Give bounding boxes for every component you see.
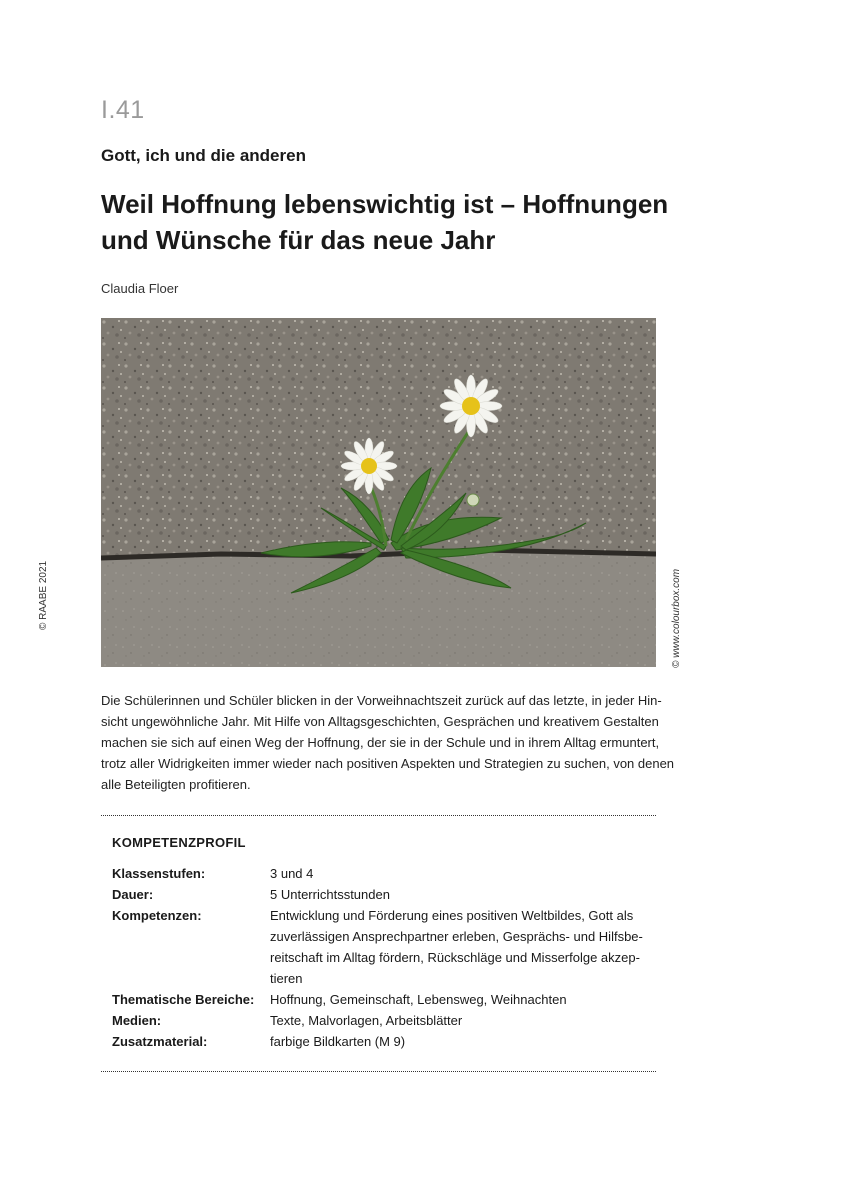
profile-value-line: Entwicklung und Förderung eines positiven Weltbildes, Gott als (270, 908, 634, 923)
intro-line: trotz aller Widrigkeiten immer wieder nach positiven Aspekten und Strategien zu suchen, von denen (101, 756, 675, 771)
intro-line: Die Schülerinnen und Schüler blicken in der Vorweihnachtszeit zurück auf das letzte, in jeder Hin- (101, 693, 662, 708)
competence-profile (112, 863, 652, 1052)
daisy-photo (101, 318, 656, 667)
profile-value-line: Texte, Malvorlagen, Arbeitsblätter (270, 1013, 463, 1028)
divider-top (101, 815, 656, 816)
profile-label: Zusatzmaterial: (112, 1034, 208, 1049)
intro-line: machen sie sich auf einen Weg der Hoffnung, der sie in der Schule und in ihrem Alltag ermuntert, (101, 735, 660, 750)
profile-value-line: tieren (270, 971, 303, 986)
intro-paragraph (101, 690, 675, 795)
side-copyright: © RAABE 2021 (38, 560, 49, 630)
profile-row-media (112, 1010, 652, 1031)
intro-line: alle Beteiligten profitieren. (101, 777, 251, 792)
profile-value (270, 1010, 652, 1031)
page-title (101, 186, 701, 258)
profile-value (270, 989, 652, 1010)
profile-value-line: Hoffnung, Gemeinschaft, Lebensweg, Weihnachten (270, 992, 567, 1007)
profile-value (270, 905, 652, 989)
profile-value (270, 863, 652, 884)
subject-heading: Gott, ich und die anderen (101, 146, 306, 165)
profile-row-topics (112, 989, 652, 1010)
intro-line: sicht ungewöhnliche Jahr. Mit Hilfe von Alltagsgeschichten, Gesprächen und kreativem Gestalten (101, 714, 659, 729)
profile-label: Dauer: (112, 887, 154, 902)
profile-heading: KOMPETENZPROFIL (112, 835, 246, 850)
profile-label: Medien: (112, 1013, 162, 1028)
profile-row-competences (112, 905, 652, 989)
profile-row-duration (112, 884, 652, 905)
title-line-1: Weil Hoffnung lebenswichtig ist – Hoffnungen (101, 189, 669, 219)
profile-value-line: 5 Unterrichtsstunden (270, 887, 390, 902)
divider-bottom (101, 1071, 656, 1072)
profile-row-grades (112, 863, 652, 884)
author: Claudia Floer (101, 281, 179, 296)
profile-label: Thematische Bereiche: (112, 992, 255, 1007)
profile-value-line: zuverlässigen Ansprechpartner erleben, Gesprächs- und Hilfsbe- (270, 929, 643, 944)
profile-label: Kompetenzen: (112, 908, 202, 923)
image-credit: © www.colourbox.com (671, 568, 682, 668)
profile-row-extra-material (112, 1031, 652, 1052)
title-line-2: und Wünsche für das neue Jahr (101, 225, 496, 255)
profile-value (270, 884, 652, 905)
profile-label: Klassenstufen: (112, 866, 206, 881)
profile-value-line: 3 und 4 (270, 866, 314, 881)
section-code: I.41 (101, 96, 145, 124)
profile-value-line: farbige Bildkarten (M 9) (270, 1034, 406, 1049)
profile-value (270, 1031, 652, 1052)
profile-value-line: reitschaft im Alltag fördern, Rückschläge und Misserfolge akzep- (270, 950, 640, 965)
